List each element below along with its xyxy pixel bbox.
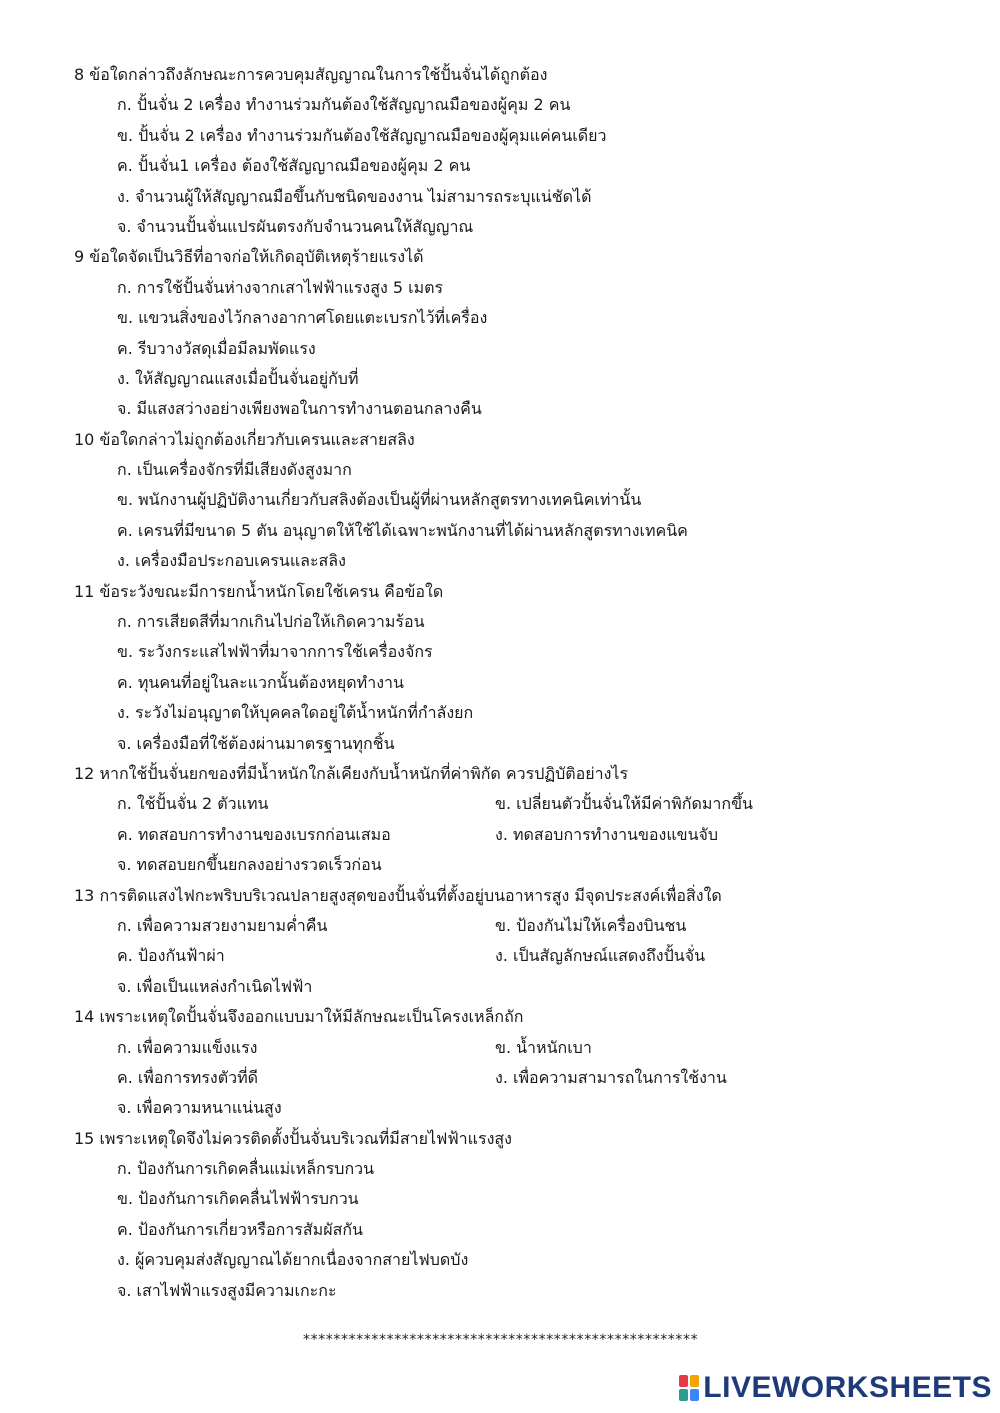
question-14 xyxy=(0,1002,1000,1032)
options-row xyxy=(0,1063,1000,1093)
question-13 xyxy=(0,881,1000,911)
answer-option[interactable]: ก. เป็นเครื่องจักรที่มีเสียงดังสูงมาก xyxy=(117,460,352,480)
liveworksheets-logo-icon xyxy=(679,1375,699,1401)
answer-option[interactable]: จ. จำนวนปั้นจั่นแปรผันตรงกับจำนวนคนให้สัญญาณ xyxy=(117,216,474,236)
answer-option[interactable]: ข. ป้องกันไม่ให้เครื่องบินชน xyxy=(495,915,687,935)
question-number: 13 xyxy=(74,885,95,905)
answer-option[interactable]: ก. ป้องกันการเกิดคลื่นแม่เหล็กรบกวน xyxy=(117,1159,375,1179)
answer-option[interactable]: จ. เพื่อความหนาแน่นสูง xyxy=(117,1098,282,1118)
question-text: เพราะเหตุใดจึงไม่ควรติดตั้งปั้นจั่นบริเวณที่มีสายไฟฟ้าแรงสูง xyxy=(99,1128,512,1148)
answer-option[interactable]: ง. เครื่องมือประกอบเครนและสลิง xyxy=(117,551,346,571)
options-row xyxy=(0,1184,1000,1214)
question-number: 15 xyxy=(74,1128,95,1148)
question-text: ข้อใดจัดเป็นวิธีที่อาจก่อให้เกิดอุบัติเหตุร้ายแรงได้ xyxy=(89,247,424,267)
options-row xyxy=(0,1093,1000,1123)
answer-option[interactable]: ค. เพื่อการทรงตัวที่ดี xyxy=(117,1067,259,1087)
question-9 xyxy=(0,242,1000,272)
answer-option[interactable]: ง. เพื่อความสามารถในการใช้งาน xyxy=(495,1067,727,1087)
brand-name: LIVEWORKSHEETS xyxy=(703,1371,992,1404)
options-row xyxy=(0,1276,1000,1306)
question-text: ข้อใดกล่าวไม่ถูกต้องเกี่ยวกับเครนและสายสลิง xyxy=(99,429,415,449)
question-8 xyxy=(0,60,1000,90)
answer-option[interactable]: ค. ทุนคนที่อยู่ในละแวกนั้นต้องหยุดทำงาน xyxy=(117,672,404,692)
options-row xyxy=(0,212,1000,242)
question-text: การติดแสงไฟกะพริบบริเวณปลายสูงสุดของปั้นจั่นที่ตั้งอยู่บนอาหารสูง มีจุดประสงค์เพื่อสิ่งใด xyxy=(99,885,722,905)
options-row xyxy=(0,1245,1000,1275)
options-row xyxy=(0,303,1000,333)
answer-option[interactable]: ก. เพื่อความสวยงามยามค่ำคืน xyxy=(117,915,328,935)
options-row xyxy=(0,637,1000,667)
answer-option[interactable]: ข. ปั้นจั่น 2 เครื่อง ทำงานร่วมกันต้องใช้สัญญาณมือของผู้คุมแค่คนเดียว xyxy=(117,125,607,145)
end-separator: **************************************************** xyxy=(303,1332,699,1348)
answer-option[interactable]: ค. ป้องกันการเกี่ยวหรือการสัมผัสกัน xyxy=(117,1219,363,1239)
options-row xyxy=(0,546,1000,576)
question-text: หากใช้ปั้นจั่นยกของที่มีน้ำหนักใกล้เคียงกับน้ำหนักที่ค่าพิกัด ควรปฏิบัติอย่างไร xyxy=(99,763,629,783)
options-row xyxy=(0,1033,1000,1063)
question-text: ข้อใดกล่าวถึงลักษณะการควบคุมสัญญาณในการใช้ปั้นจั่นได้ถูกต้อง xyxy=(89,65,548,84)
options-row xyxy=(0,789,1000,819)
options-row xyxy=(0,607,1000,637)
options-row xyxy=(0,364,1000,394)
answer-option[interactable]: ค. ป้องกันฟ้าผ่า xyxy=(117,946,225,966)
question-11 xyxy=(0,577,1000,607)
question-number: 12 xyxy=(74,763,95,783)
options-row xyxy=(0,941,1000,971)
answer-option[interactable]: ก. เพื่อความแข็งแรง xyxy=(117,1037,258,1057)
answer-option[interactable]: ง. ให้สัญญาณแสงเมื่อปั้นจั่นอยู่กับที่ xyxy=(117,368,359,388)
question-number: 8 xyxy=(74,65,85,84)
answer-option[interactable]: ข. น้ำหนักเบา xyxy=(495,1037,592,1057)
question-number: 10 xyxy=(74,429,95,449)
answer-option[interactable]: จ. เสาไฟฟ้าแรงสูงมีความเกะกะ xyxy=(117,1280,337,1300)
answer-option[interactable]: ก. การใช้ปั้นจั่นห่างจากเสาไฟฟ้าแรงสูง 5 เมตร xyxy=(117,277,444,297)
answer-option[interactable]: ง. ผู้ควบคุมส่งสัญญาณได้ยากเนื่องจากสายไฟบดบัง xyxy=(117,1250,469,1270)
answer-option[interactable]: ค. เครนที่มีขนาด 5 ตัน อนุญาตให้ใช้ได้เฉพาะพนักงานที่ได้ผ่านหลักสูตรทางเทคนิค xyxy=(117,520,688,540)
logo-square-3 xyxy=(679,1389,688,1401)
answer-option[interactable]: ก. ใช้ปั้นจั่น 2 ตัวแทน xyxy=(117,794,269,814)
question-text: ข้อระวังขณะมีการยกน้ำหนักโดยใช้เครน คือข้อใด xyxy=(99,581,444,601)
question-10 xyxy=(0,425,1000,455)
options-row xyxy=(0,1154,1000,1184)
answer-option[interactable]: ค. รีบวางวัสดุเมื่อมีลมพัดแรง xyxy=(117,338,316,358)
options-row xyxy=(0,334,1000,364)
answer-option[interactable]: ข. เปลี่ยนตัวปั้นจั่นให้มีค่าพิกัดมากขึ้น xyxy=(495,794,753,814)
logo-square-2 xyxy=(690,1375,699,1387)
worksheet-document xyxy=(0,60,1000,1306)
answer-option[interactable]: จ. มีแสงสว่างอย่างเพียงพอในการทำงานตอนกลางคืน xyxy=(117,399,482,419)
question-number: 14 xyxy=(74,1007,95,1027)
answer-option[interactable]: จ. ทดสอบยกขึ้นยกลงอย่างรวดเร็วก่อน xyxy=(117,855,382,875)
options-row xyxy=(0,90,1000,120)
answer-option[interactable]: ง. จำนวนผู้ให้สัญญาณมือขึ้นกับชนิดของงาน ไม่สามารถระบุแน่ชัดได้ xyxy=(117,186,592,206)
answer-option[interactable]: ข. ระวังกระแสไฟฟ้าที่มาจากการใช้เครื่องจักร xyxy=(117,642,433,662)
logo-square-4 xyxy=(690,1389,699,1401)
question-12 xyxy=(0,759,1000,789)
answer-option[interactable]: ค. ปั้นจั่น1 เครื่อง ต้องใช้สัญญาณมือของผู้คุม 2 คน xyxy=(117,156,471,176)
answer-option[interactable]: ข. พนักงานผู้ปฏิบัติงานเกี่ยวกับสลิงต้องเป็นผู้ที่ผ่านหลักสูตรทางเทคนิคเท่านั้น xyxy=(117,490,642,510)
options-row xyxy=(0,698,1000,728)
question-number: 9 xyxy=(74,247,85,267)
answer-option[interactable]: ก. การเสียดสีที่มากเกินไปก่อให้เกิดความร้อน xyxy=(117,612,425,632)
options-row xyxy=(0,485,1000,515)
answer-option[interactable]: ข. แขวนสิ่งของไว้กลางอากาศโดยแตะเบรกไว้ที่เครื่อง xyxy=(117,308,488,328)
answer-option[interactable]: จ. เพื่อเป็นแหล่งกำเนิดไฟฟ้า xyxy=(117,976,313,996)
options-row xyxy=(0,273,1000,303)
logo-square-1 xyxy=(679,1375,688,1387)
question-15 xyxy=(0,1124,1000,1154)
answer-option[interactable]: ค. ทดสอบการทำงานของเบรกก่อนเสมอ xyxy=(117,824,391,844)
options-row xyxy=(0,151,1000,181)
options-row xyxy=(0,1215,1000,1245)
answer-option[interactable]: ก. ปั้นจั่น 2 เครื่อง ทำงานร่วมกันต้องใช้สัญญาณมือของผู้คุม 2 คน xyxy=(117,95,571,115)
options-row xyxy=(0,455,1000,485)
question-text: เพราะเหตุใดปั้นจั่นจึงออกแบบมาให้มีลักษณะเป็นโครงเหล็กถัก xyxy=(99,1007,524,1027)
options-row xyxy=(0,972,1000,1002)
options-row xyxy=(0,911,1000,941)
answer-option[interactable]: จ. เครื่องมือที่ใช้ต้องผ่านมาตรฐานทุกชิ้น xyxy=(117,733,395,753)
question-number: 11 xyxy=(74,581,95,601)
options-row xyxy=(0,394,1000,424)
liveworksheets-brand[interactable] xyxy=(679,1371,992,1405)
options-row xyxy=(0,516,1000,546)
answer-option[interactable]: ง. เป็นสัญลักษณ์แสดงถึงปั้นจั่น xyxy=(495,946,706,966)
options-row xyxy=(0,850,1000,880)
options-row xyxy=(0,668,1000,698)
options-row xyxy=(0,121,1000,151)
answer-option[interactable]: ข. ป้องกันการเกิดคลื่นไฟฟ้ารบกวน xyxy=(117,1189,359,1209)
options-row xyxy=(0,820,1000,850)
answer-option[interactable]: ง. ระวังไม่อนุญาตให้บุคคลใดอยู่ใต้น้ำหนักที่กำลังยก xyxy=(117,703,474,723)
answer-option[interactable]: ง. ทดสอบการทำงานของแขนจับ xyxy=(495,824,719,844)
options-row xyxy=(0,182,1000,212)
options-row xyxy=(0,729,1000,759)
